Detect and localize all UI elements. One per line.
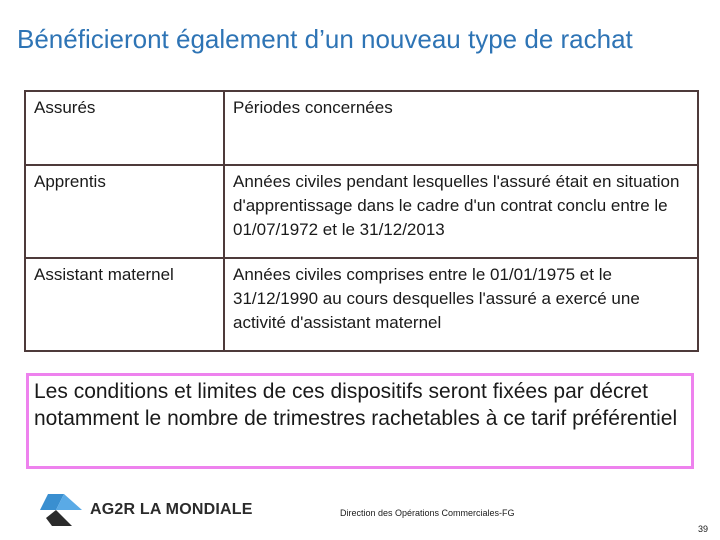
logo-text: AG2R LA MONDIALE [90, 501, 253, 518]
footer-text: Direction des Opérations Commerciales-FG [340, 508, 515, 518]
table-cell-periode: Années civiles comprises entre le 01/01/1975 et le 31/12/1990 au cours desquelles l'assuré a exercé une activité d'assistant maternel [224, 258, 698, 351]
table-row [25, 258, 698, 351]
table-cell-assure: Assistant maternel [25, 258, 224, 351]
table-header-row [25, 91, 698, 165]
table-cell-assure: Apprentis [25, 165, 224, 258]
periods-table [24, 90, 699, 352]
table-cell-periode: Années civiles pendant lesquelles l'assuré était en situation d'apprentissage dans le cadre d'un contrat conclu entre le 01/07/1972 et le 31/12/2013 [224, 165, 698, 258]
ag2r-logo-icon [38, 490, 86, 530]
table-row [25, 165, 698, 258]
table-header-assures: Assurés [25, 91, 224, 165]
table-header-periodes: Périodes concernées [224, 91, 698, 165]
company-logo [38, 490, 253, 530]
page-number: 39 [697, 524, 708, 534]
note-box: Les conditions et limites de ces dispositifs seront fixées par décret notamment le nombre de trimestres rachetables à ce tarif préférentiel [26, 373, 694, 469]
slide-title: Bénéficieront également d’un nouveau type de rachat [17, 24, 633, 54]
